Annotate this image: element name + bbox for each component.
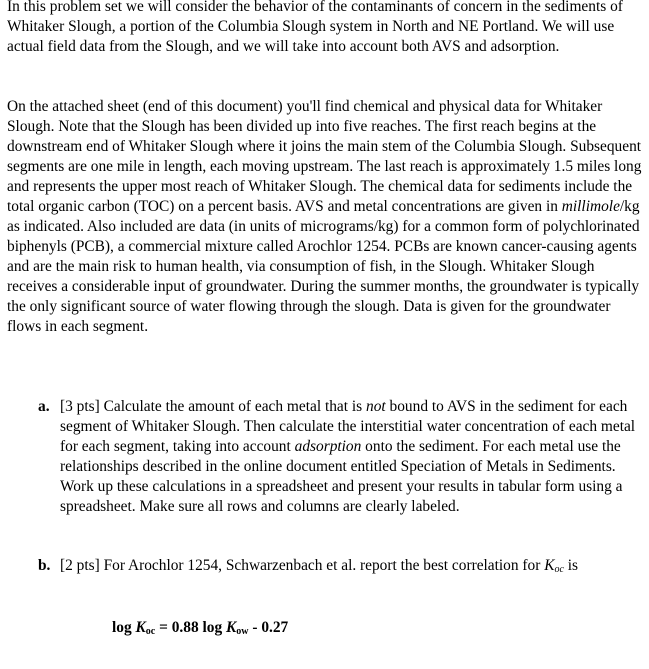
question-b-text <box>60 556 644 576</box>
equation-middle: = 0.88 log <box>155 619 226 636</box>
koc-symbol: K <box>544 557 555 574</box>
equation-kow-k: K <box>226 619 237 636</box>
question-a-text <box>60 397 644 517</box>
data-description-text-1: On the attached sheet (end of this document) you'll find chemical and physical data for Whitaker Slough. Note that the Slough has been divided up into five reaches. The first reach begins at the downstream end of Whitaker Slough where it joins the main stem of the Columbia Slough. Subsequent segments are one mile in length, each moving upstream. The last reach is approximately 1.5 miles long and represents the upper most reach of Whitaker Slough. The chemical data for sediments include the total organic carbon (TOC) on a percent basis. AVS and metal concentrations are given in <box>7 98 642 215</box>
equation-koc-sub: oc <box>145 626 156 637</box>
question-a-text-3: onto the sediment. For each metal use the relationships described in the online document entitled Speciation of Metals in Sediments. Work up these calculations in a spreadsheet and present your results in tabular form using a spreadsheet. Make sure all rows and columns are clearly labeled. <box>60 438 623 515</box>
data-description-paragraph <box>7 97 643 337</box>
question-b-label: b. <box>38 557 51 574</box>
question-a-text-1: [3 pts] Calculate the amount of each metal that is <box>60 398 367 415</box>
question-b-text-1: [2 pts] For Arochlor 1254, Schwarzenbach et al. report the best correlation for <box>60 557 545 574</box>
equation-log-lhs: log <box>112 619 136 636</box>
question-b <box>38 556 644 576</box>
equation-tail: - 0.27 <box>248 619 289 636</box>
question-b-text-2: is <box>563 557 579 574</box>
intro-paragraph: In this problem set we will consider the behavior of the contaminants of concern in the sediments of Whitaker Slough, a portion of the Columbia Slough system in North and NE Portland. We will use actual field data from the Slough, and we will take into account both AVS and adsorption. <box>7 0 623 55</box>
question-a-label: a. <box>38 398 50 415</box>
question-a-text-2: bound to AVS in the sediment for each segment of Whitaker Slough. Then calculate the interstitial water concentration of each metal for each segment, taking into account <box>60 398 636 455</box>
equation-koc-k: K <box>135 619 146 636</box>
question-a <box>38 397 644 517</box>
adsorption-italic: adsorption <box>294 438 362 455</box>
koc-equation <box>112 618 288 638</box>
koc-subscript: oc <box>554 564 564 575</box>
data-description-text-2: /kg as indicated. Also included are data (in units of micrograms/kg) for a common form of polychlorinated biphenyls (PCB), a commercial mixture called Arochlor 1254. PCBs are known cancer-causing agents and are the main risk to human health, via consumption of fish, in the Slough. Whitaker Slough receives a considerable input of groundwater. During the summer months, the groundwater is typically the only significant source of water flowing through the slough. Data is given for the groundwater flows in each segment. <box>7 198 640 335</box>
millimole-italic: millimole <box>561 198 620 215</box>
equation-kow-sub: ow <box>236 626 249 637</box>
not-italic: not <box>366 398 386 415</box>
